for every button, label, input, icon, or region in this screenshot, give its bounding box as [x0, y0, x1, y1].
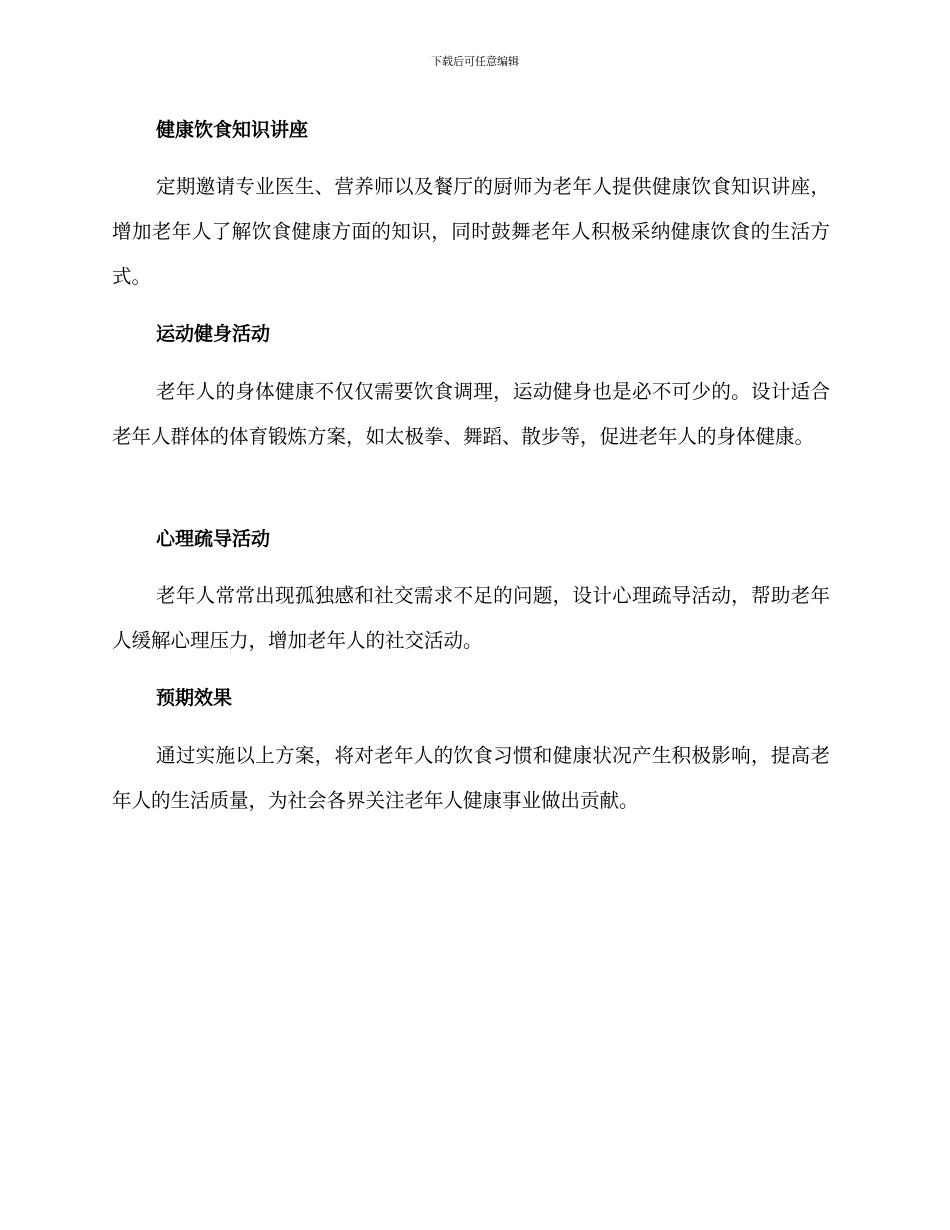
- section-paragraph-expected-results: 通过实施以上方案，将对老年人的饮食习惯和健康状况产生积极影响，提高老年人的生活质量，为社会各界关注老年人健康事业做出贡献。: [112, 744, 830, 812]
- section-heading-expected-results: 预期效果: [156, 687, 233, 709]
- section-heading-counseling: 心理疏导活动: [156, 528, 271, 550]
- section-heading-diet-lecture: 健康饮食知识讲座: [156, 119, 309, 141]
- section-paragraph-fitness: 老年人的身体健康不仅仅需要饮食调理，运动健身也是必不可少的。设计适合老年人群体的体育锻炼方案，如太极拳、舞蹈、散步等，促进老年人的身体健康。: [112, 380, 830, 448]
- page-header: 下载后可任意编辑: [431, 55, 519, 68]
- section-heading-fitness: 运动健身活动: [156, 323, 271, 345]
- section-paragraph-counseling: 老年人常常出现孤独感和社交需求不足的问题，设计心理疏导活动，帮助老年人缓解心理压力，增加老年人的社交活动。: [112, 584, 830, 652]
- section-paragraph-diet-lecture: 定期邀请专业医生、营养师以及餐厅的厨师为老年人提供健康饮食知识讲座，增加老年人了解饮食健康方面的知识，同时鼓舞老年人积极采纳健康饮食的生活方式。: [112, 175, 830, 288]
